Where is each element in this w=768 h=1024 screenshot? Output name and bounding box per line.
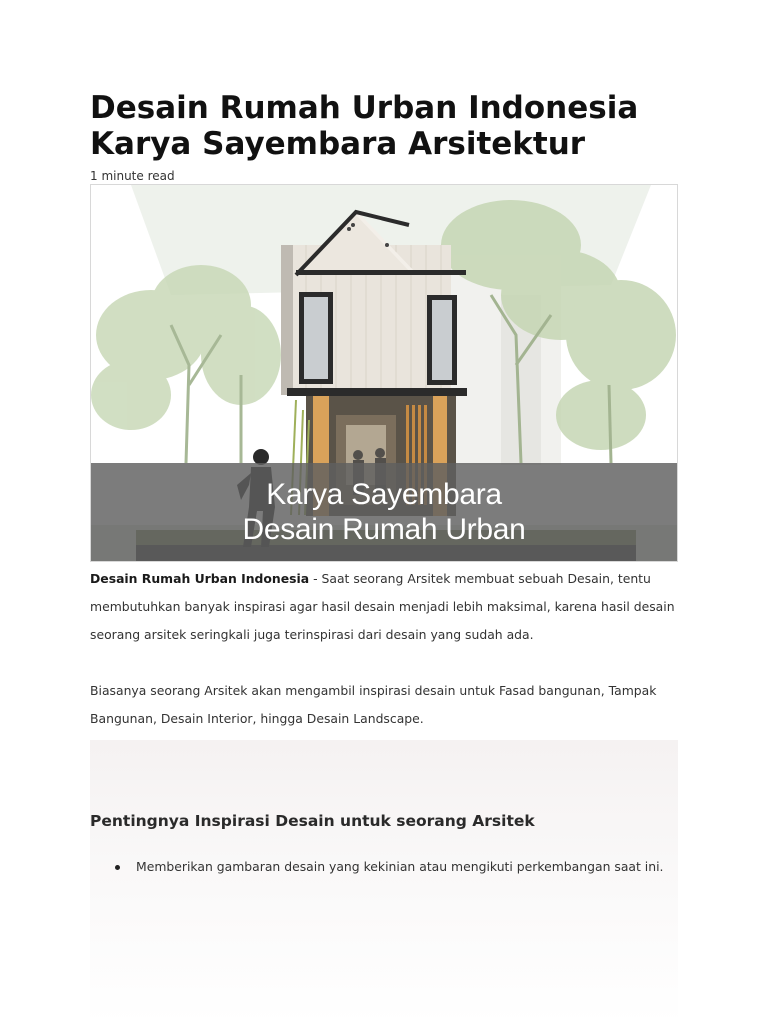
list-item-text: Memberikan gambaran desain yang kekinian atau mengikuti perkembangan saat ini.: [136, 859, 664, 874]
list-item: [90, 853, 678, 881]
background-band: [90, 740, 678, 1024]
intro-paragraph: [90, 565, 678, 649]
read-time: 1 minute read: [90, 169, 175, 183]
article-title-line-1: Desain Rumah Urban Indonesia: [90, 90, 639, 126]
hero-image: [90, 184, 678, 562]
second-paragraph: Biasanya seorang Arsitek akan mengambil inspirasi desain untuk Fasad bangunan, Tampak Bangunan, Desain Interior, hingga Desain Landscape.: [90, 683, 657, 726]
section-heading: Pentingnya Inspirasi Desain untuk seorang Arsitek: [90, 812, 535, 830]
hero-caption-line-1: Karya Sayembara: [266, 478, 502, 511]
bullet-icon: [115, 865, 120, 870]
article-title: [90, 90, 690, 162]
intro-bold-lead: Desain Rumah Urban Indonesia: [90, 571, 310, 586]
bullet-list: [90, 853, 678, 881]
hero-caption-overlay: [91, 463, 677, 562]
article-title-line-2: Karya Sayembara Arsitektur: [90, 126, 586, 162]
hero-caption-line-2: Desain Rumah Urban: [242, 513, 526, 546]
intro-text: - Saat seorang Arsitek membuat sebuah Desain, tentu membutuhkan banyak inspirasi agar hasil desain menjadi lebih maksimal, karena hasil desain seorang arsitek seringkali juga terinspirasi dari desain yang sudah ada.: [90, 571, 675, 642]
